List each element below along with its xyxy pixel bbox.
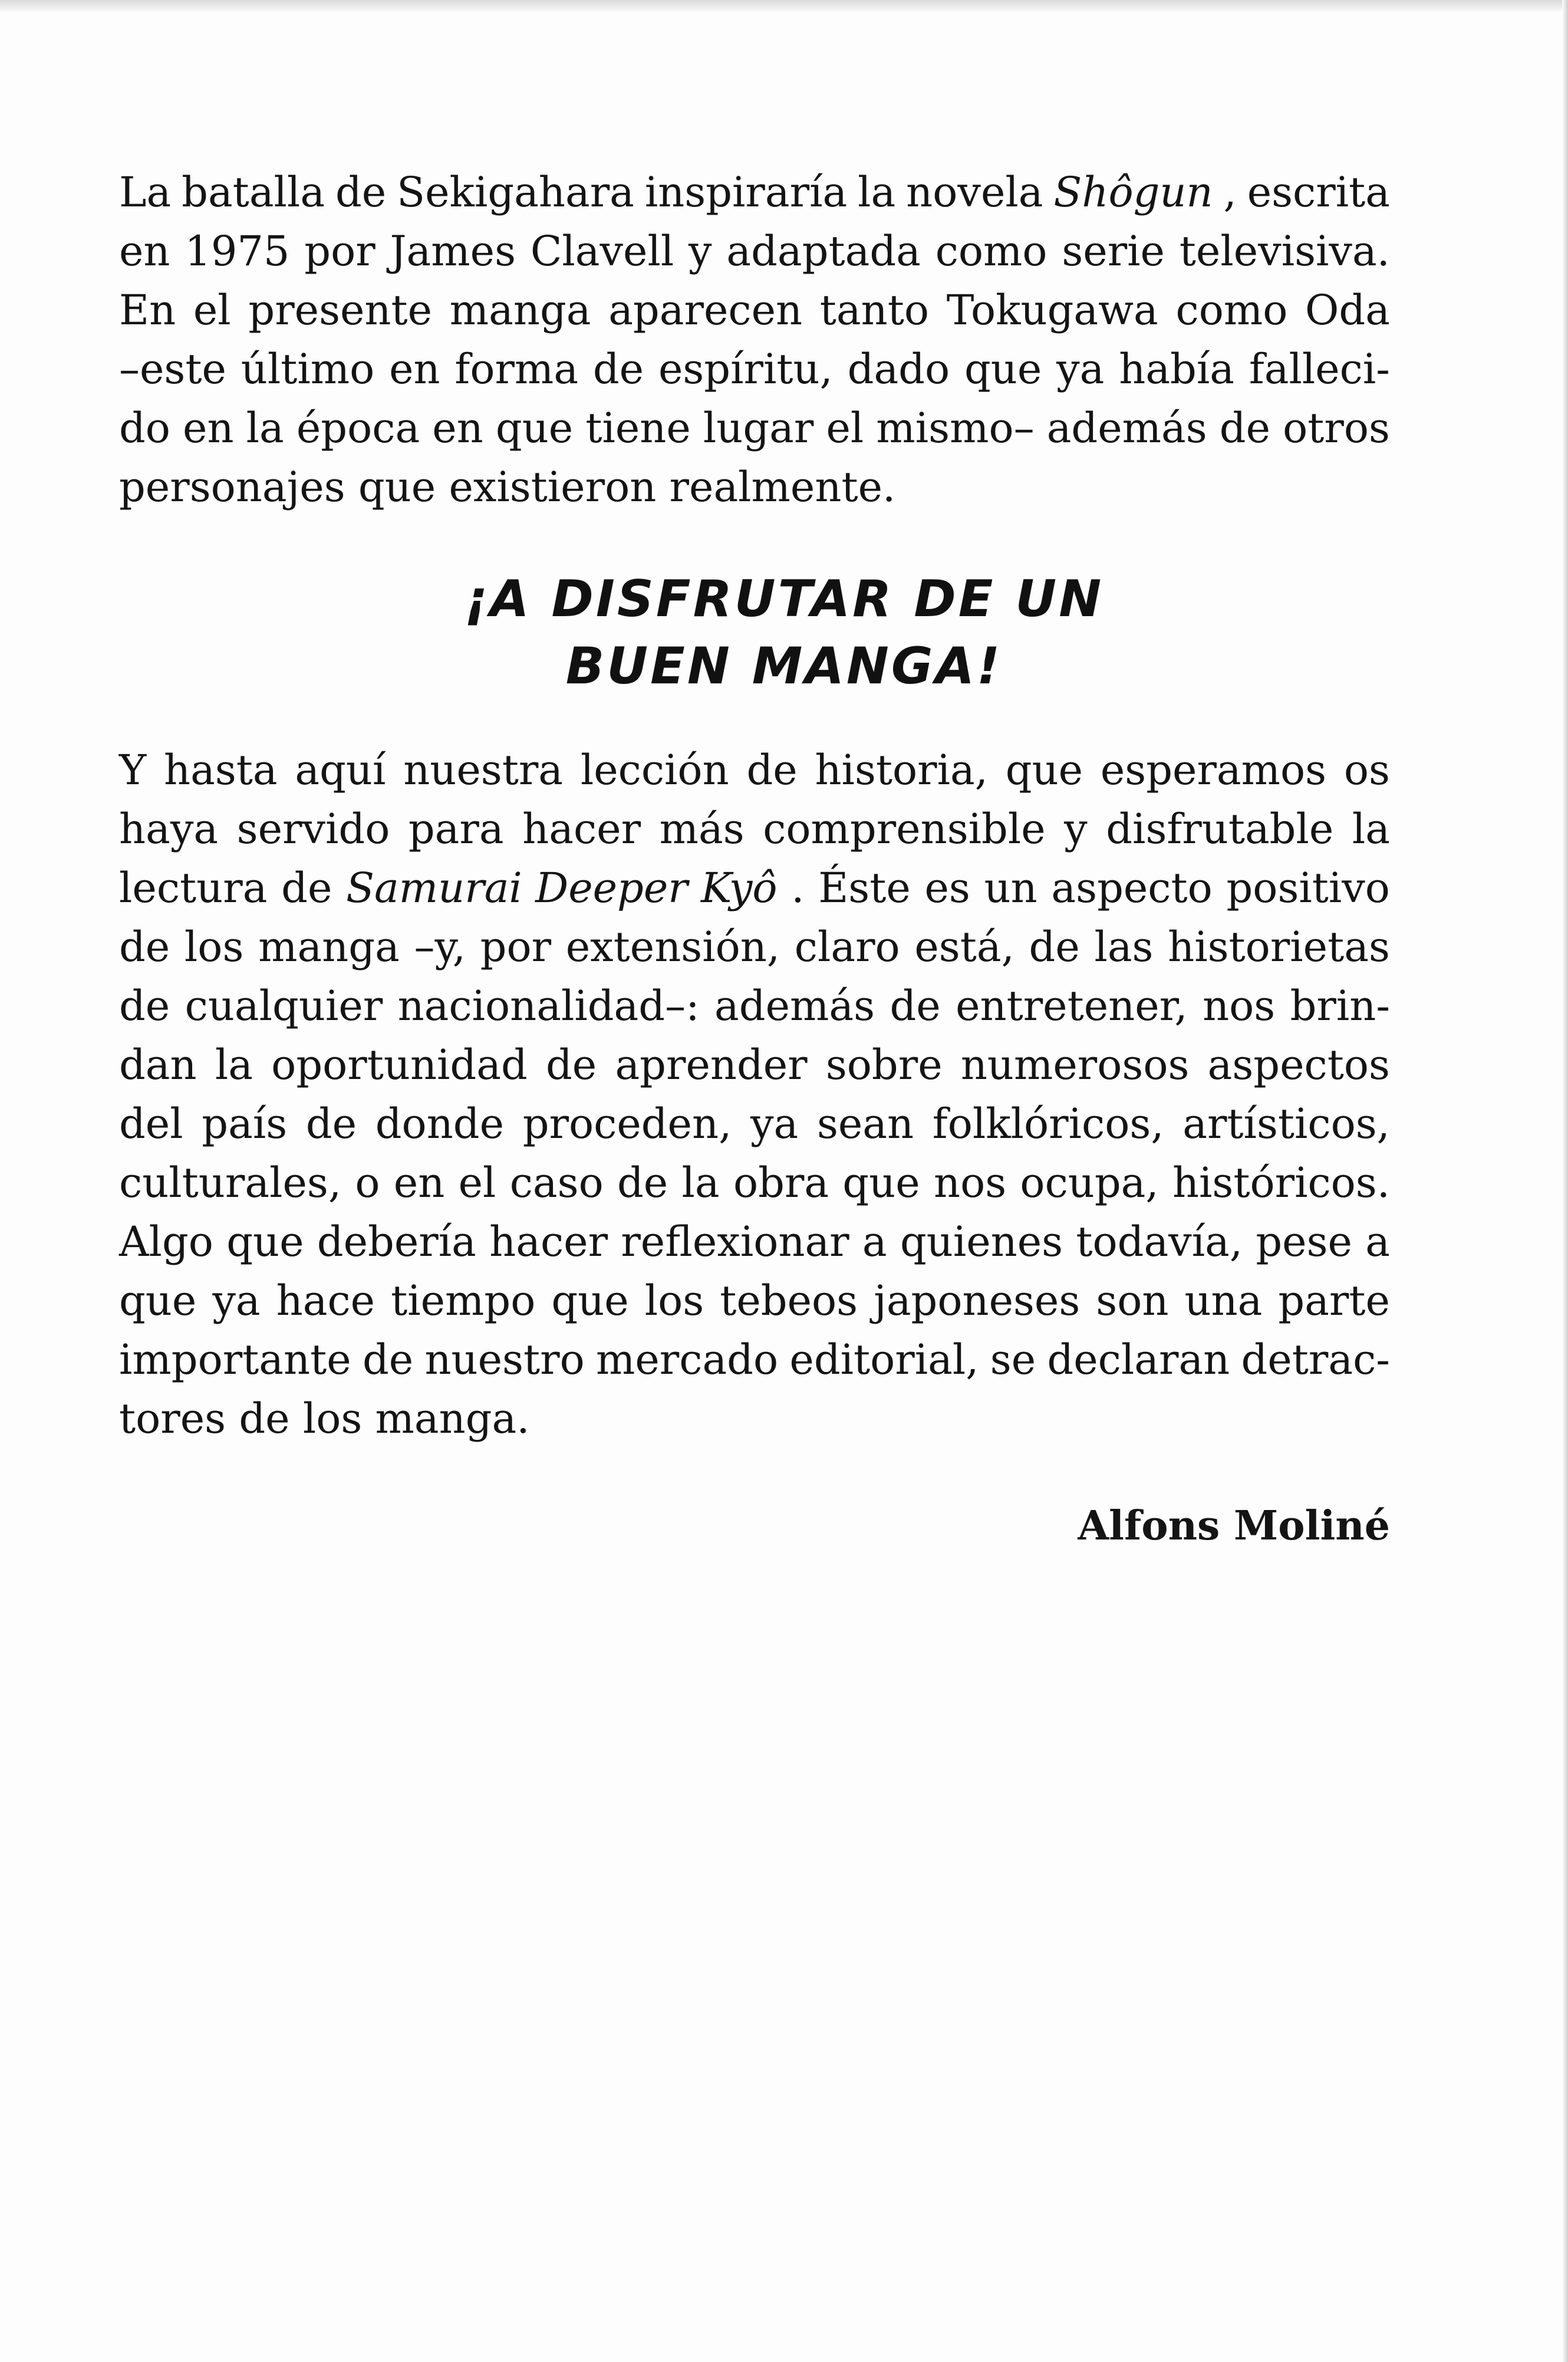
word: en <box>183 404 234 452</box>
word: tanto <box>819 286 930 334</box>
word: y <box>1064 805 1088 853</box>
word: japoneses <box>874 1277 1081 1325</box>
word: de <box>617 1159 668 1207</box>
text-line <box>119 458 1390 517</box>
word: aquí <box>295 746 386 794</box>
word: que <box>119 1277 197 1325</box>
word: aspectos <box>1207 1041 1390 1089</box>
text-line <box>119 858 1390 917</box>
scan-edge-top <box>0 0 1568 13</box>
word: espíritu, <box>658 345 833 393</box>
word: mismo– <box>876 404 1035 452</box>
word: claro <box>794 923 900 971</box>
word: lectura <box>119 864 268 912</box>
word: dado <box>847 345 950 393</box>
text-line <box>119 222 1390 281</box>
word: batalla <box>182 168 325 216</box>
word: por <box>304 227 375 275</box>
word: detrac- <box>1241 1335 1390 1384</box>
word: país <box>202 1100 288 1148</box>
word: por <box>480 923 552 971</box>
word: de <box>1219 404 1271 452</box>
word: como <box>935 227 1047 275</box>
word: manga <box>258 923 400 971</box>
word: servido <box>236 805 390 853</box>
word: haya <box>119 805 219 853</box>
word: para <box>408 805 504 853</box>
word: Sekigahara <box>397 168 634 216</box>
text-line <box>119 399 1390 458</box>
word: que <box>226 1218 304 1266</box>
word: de <box>281 864 332 912</box>
word: extensión, <box>565 923 780 971</box>
word: el <box>458 1159 496 1207</box>
word: un <box>984 864 1037 912</box>
word: caso <box>509 1159 604 1207</box>
word: lugar <box>703 404 814 452</box>
word: hacer <box>522 805 641 853</box>
word: época <box>296 404 420 452</box>
word: Oda <box>1305 286 1390 334</box>
word: tiene <box>585 404 691 452</box>
word: de <box>335 168 387 216</box>
word: hace <box>276 1277 375 1325</box>
word: está, <box>914 923 1014 971</box>
word: se <box>990 1335 1036 1384</box>
text-line <box>119 1094 1390 1153</box>
paragraph-sekigahara <box>119 163 1390 517</box>
book-title-shogun: Shôgun <box>1053 168 1213 216</box>
section-heading-line-2: BUEN MANGA! <box>565 637 1003 696</box>
word: es <box>924 864 970 912</box>
text-line <box>119 1212 1390 1271</box>
word: último <box>241 345 375 393</box>
word: disfrutable <box>1106 805 1334 853</box>
word: ya <box>750 1100 799 1148</box>
word: 1975 <box>185 227 290 275</box>
word: historietas <box>1168 923 1390 971</box>
word: parte <box>1278 1277 1390 1325</box>
word: falleci- <box>1249 345 1390 393</box>
word: do <box>119 404 170 452</box>
word: de <box>119 923 170 971</box>
word: que <box>551 1277 629 1325</box>
text-line <box>119 917 1390 976</box>
word: tebeos <box>720 1277 858 1325</box>
word: ya <box>1056 345 1105 393</box>
word: la <box>858 168 896 216</box>
word: comprensible <box>763 805 1046 853</box>
word: importante <box>119 1335 351 1384</box>
word: oportunidad <box>271 1041 528 1089</box>
word: de <box>890 982 941 1030</box>
word: James <box>390 227 516 275</box>
word: una <box>1184 1277 1263 1325</box>
word: de <box>592 345 644 393</box>
text-line <box>119 976 1390 1035</box>
word: a <box>1365 1218 1390 1266</box>
word: entretener, <box>956 982 1188 1030</box>
scan-edge-right <box>1562 0 1568 2362</box>
author-signature: Alfons Moliné <box>1078 1502 1390 1550</box>
word: que <box>842 1159 920 1207</box>
word: que <box>964 345 1042 393</box>
text-line <box>119 1330 1390 1389</box>
text-line <box>119 1035 1390 1094</box>
text-line <box>119 1271 1390 1330</box>
word: Y <box>119 746 147 794</box>
text-line <box>119 281 1390 340</box>
word: . <box>791 864 805 912</box>
word: nuestro <box>424 1335 585 1384</box>
word: dan <box>119 1041 197 1089</box>
text-line <box>119 163 1390 222</box>
word: Éste <box>818 864 911 912</box>
word: televisiva. <box>1179 227 1390 275</box>
word: sean <box>816 1100 914 1148</box>
word: pese <box>1256 1218 1352 1266</box>
word: el <box>193 286 231 334</box>
word: hasta <box>164 746 278 794</box>
word: os <box>1343 746 1390 794</box>
word: de <box>545 1041 597 1089</box>
word: del <box>119 1100 183 1148</box>
text-line-part: personajes que existieron realmente. <box>119 463 896 511</box>
word: adaptada <box>726 227 921 275</box>
word: cualquier <box>185 982 383 1030</box>
word: nos <box>1203 982 1276 1030</box>
word: inspiraría <box>644 168 848 216</box>
word: todavía, <box>1076 1218 1243 1266</box>
word: en <box>393 1159 445 1207</box>
word: aprender <box>615 1041 808 1089</box>
word: proceden, <box>522 1100 732 1148</box>
word: el <box>826 404 864 452</box>
word: los <box>184 923 244 971</box>
text-line-part: tores de los manga. <box>119 1394 530 1443</box>
word: la <box>1352 805 1390 853</box>
word: serie <box>1062 227 1165 275</box>
word: –y, <box>414 923 466 971</box>
word: La <box>119 168 172 216</box>
word: nacionalidad–: <box>397 982 700 1030</box>
word: había <box>1119 345 1234 393</box>
word: novela <box>906 168 1043 216</box>
word: reflexionar <box>621 1218 849 1266</box>
word: nuestra <box>403 746 564 794</box>
word: de <box>1029 923 1080 971</box>
word: la <box>246 404 284 452</box>
word: artísticos, <box>1182 1100 1390 1148</box>
word: y <box>689 227 712 275</box>
word: Algo <box>119 1218 213 1266</box>
word: positivo <box>1226 864 1390 912</box>
text-line <box>119 741 1390 800</box>
word: numerosos <box>960 1041 1190 1089</box>
word: de <box>362 1335 414 1384</box>
word: además <box>1046 404 1207 452</box>
word: quienes <box>900 1218 1063 1266</box>
word: o <box>355 1159 380 1207</box>
word: manga <box>449 286 591 334</box>
text-line <box>119 1153 1390 1212</box>
word: mercado <box>595 1335 779 1384</box>
manga-title-samurai-deeper-kyo: Samurai Deeper Kyô <box>346 864 778 912</box>
word: folklóricos, <box>932 1100 1164 1148</box>
word: que <box>495 404 574 452</box>
word: , <box>1223 168 1237 216</box>
word: son <box>1096 1277 1169 1325</box>
word: ya <box>212 1277 261 1325</box>
word: las <box>1094 923 1154 971</box>
word: escrita <box>1247 168 1390 216</box>
word: de <box>746 746 798 794</box>
word: Clavell <box>530 227 674 275</box>
word: aspecto <box>1051 864 1213 912</box>
word: que <box>1005 746 1083 794</box>
word: otros <box>1283 404 1390 452</box>
word: culturales, <box>119 1159 342 1207</box>
word: la <box>681 1159 720 1207</box>
word: en <box>119 227 170 275</box>
word: en <box>432 404 483 452</box>
word: presente <box>248 286 433 334</box>
word: a <box>862 1218 887 1266</box>
word: nos <box>933 1159 1007 1207</box>
word: editorial, <box>789 1335 979 1384</box>
word: aparecen <box>608 286 803 334</box>
word: donde <box>375 1100 505 1148</box>
word: los <box>644 1277 704 1325</box>
word: –este <box>119 345 226 393</box>
word: la <box>215 1041 253 1089</box>
word: además <box>714 982 875 1030</box>
word: debería <box>317 1218 476 1266</box>
word: de <box>119 982 170 1030</box>
text-line <box>119 800 1390 858</box>
word: obra <box>733 1159 829 1207</box>
word: tiempo <box>391 1277 536 1325</box>
word: lección <box>580 746 729 794</box>
word: como <box>1175 286 1288 334</box>
word: En <box>119 286 176 334</box>
word: Tokugawa <box>946 286 1158 334</box>
text-line <box>119 1389 1390 1448</box>
word: ocupa, <box>1020 1159 1159 1207</box>
word: esperamos <box>1100 746 1327 794</box>
section-heading-line-1: ¡A DISFRUTAR DE UN <box>464 570 1104 629</box>
text-line <box>119 340 1390 399</box>
word: en <box>389 345 440 393</box>
word: históricos. <box>1172 1159 1390 1207</box>
word: de <box>305 1100 357 1148</box>
word: hacer <box>489 1218 608 1266</box>
word: más <box>659 805 745 853</box>
word: historia, <box>815 746 988 794</box>
word: brin- <box>1290 982 1390 1030</box>
paragraph-conclusion <box>119 741 1390 1448</box>
word: forma <box>454 345 579 393</box>
word: declaran <box>1047 1335 1230 1384</box>
word: sobre <box>825 1041 943 1089</box>
